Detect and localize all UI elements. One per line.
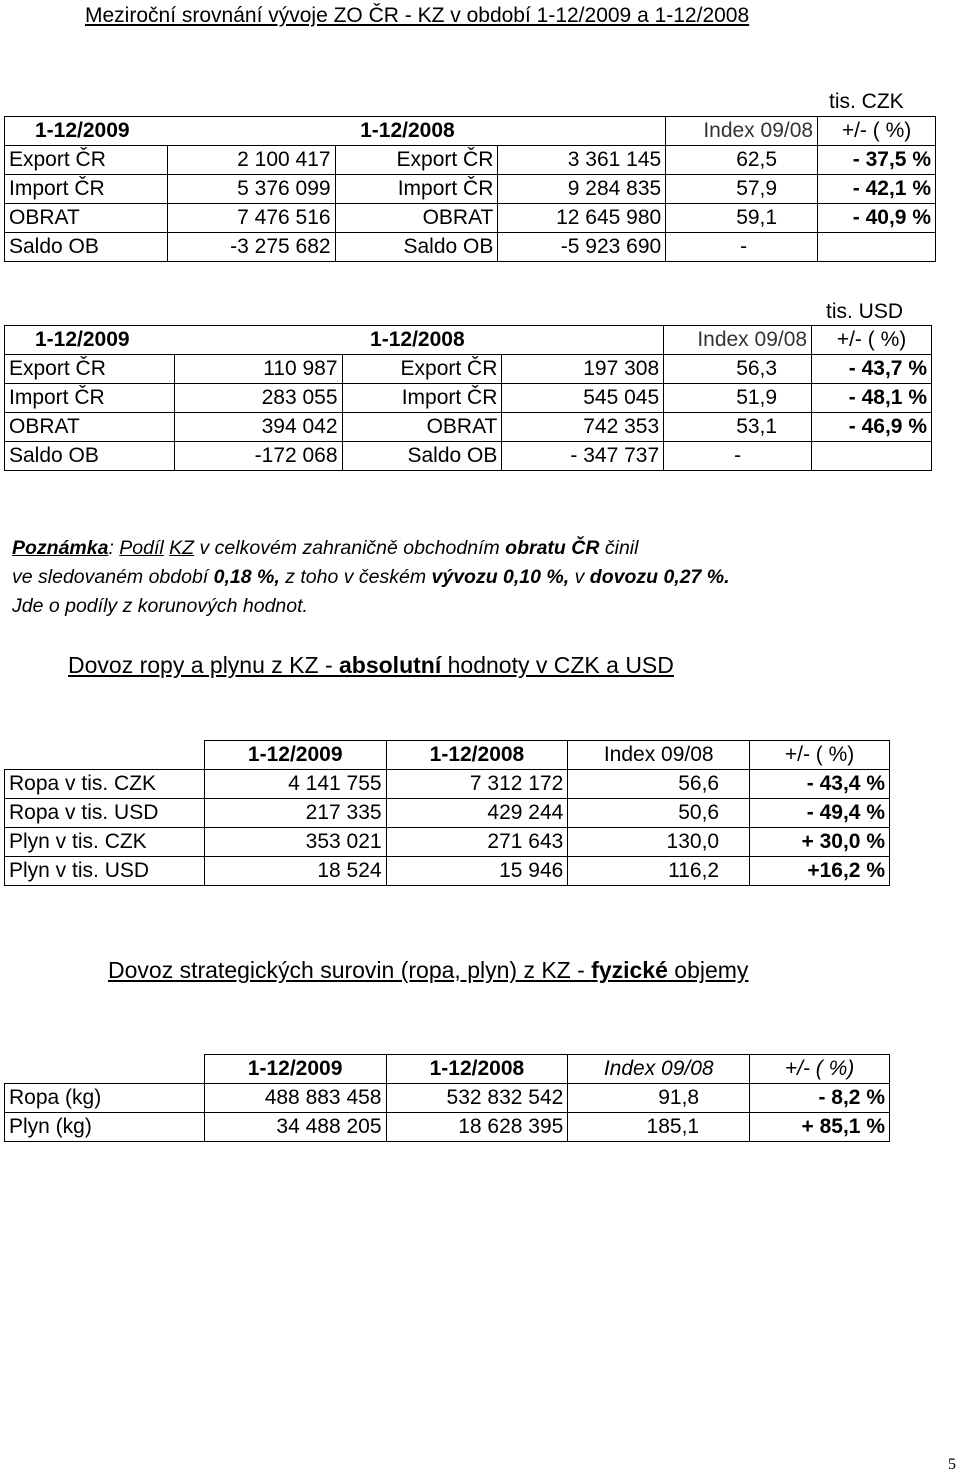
table-row <box>5 233 936 262</box>
change-value: + 30,0 % <box>750 828 890 857</box>
row-label: Import ČR <box>5 384 175 413</box>
value-2008: 532 832 542 <box>386 1084 568 1113</box>
value-2008: 545 045 <box>502 384 664 413</box>
row-label: Ropa v tis. USD <box>5 799 205 828</box>
row-label: Ropa (kg) <box>5 1084 205 1113</box>
header-2009: 1-12/2009 <box>204 1055 386 1084</box>
table-row <box>5 1113 890 1142</box>
row-label: OBRAT <box>342 413 502 442</box>
heading-part: Dovoz ropy a plynu z KZ - <box>68 652 339 678</box>
row-label: OBRAT <box>5 413 175 442</box>
oil-gas-heading <box>68 652 674 679</box>
czk-table <box>4 116 936 262</box>
heading-part: fyzické <box>591 957 668 983</box>
empty-corner <box>5 1055 205 1084</box>
index-value: 91,8 <box>568 1084 750 1113</box>
value-2009: 217 335 <box>204 799 386 828</box>
page-title: Meziroční srovnání vývoje ZO ČR - KZ v období 1-12/2009 a 1-12/2008 <box>85 4 750 27</box>
note-line-1 <box>12 534 952 563</box>
note-text: z toho v českém <box>279 566 432 588</box>
row-label: Saldo OB <box>335 233 498 262</box>
table-header-row <box>5 1055 890 1084</box>
value-2009: 394 042 <box>174 413 342 442</box>
change-value: - 43,7 % <box>812 355 932 384</box>
value-2008: 3 361 145 <box>498 146 666 175</box>
note-text: v celkovém zahraničně obchodním <box>194 537 506 559</box>
header-index: Index 09/08 <box>664 326 812 355</box>
value-2008: 12 645 980 <box>498 204 666 233</box>
row-label: Import ČR <box>335 175 498 204</box>
header-change: +/- ( %) <box>818 117 936 146</box>
change-value: - 43,4 % <box>750 770 890 799</box>
note-text: v <box>569 566 590 588</box>
header-2009: 1-12/2009 <box>5 326 343 355</box>
change-value: +16,2 % <box>750 857 890 886</box>
index-value: 53,1 <box>664 413 812 442</box>
value-2009: -3 275 682 <box>167 233 335 262</box>
row-label: Export ČR <box>335 146 498 175</box>
value-2009: -172 068 <box>174 442 342 471</box>
row-label: Export ČR <box>5 355 175 384</box>
table-row <box>5 175 936 204</box>
index-value: 56,3 <box>664 355 812 384</box>
row-label: Export ČR <box>342 355 502 384</box>
index-value: 50,6 <box>568 799 750 828</box>
value-2008: 7 312 172 <box>386 770 568 799</box>
value-2008: 18 628 395 <box>386 1113 568 1142</box>
row-label: Export ČR <box>5 146 168 175</box>
value-2008: 271 643 <box>386 828 568 857</box>
header-2008: 1-12/2008 <box>386 1055 568 1084</box>
table-row <box>5 770 890 799</box>
note-text: Podíl <box>119 537 164 559</box>
index-value: 130,0 <box>568 828 750 857</box>
value-2008: - 347 737 <box>502 442 664 471</box>
value-2009: 18 524 <box>204 857 386 886</box>
value-2009: 110 987 <box>174 355 342 384</box>
row-label: Import ČR <box>5 175 168 204</box>
header-change: +/- ( %) <box>750 1055 890 1084</box>
header-index: Index 09/08 <box>568 741 750 770</box>
table-header-row <box>5 326 932 355</box>
note-text: 0,18 %, <box>213 566 280 588</box>
header-index: Index 09/08 <box>568 1055 750 1084</box>
value-2008: 429 244 <box>386 799 568 828</box>
strategic-heading <box>108 957 748 984</box>
table-row <box>5 204 936 233</box>
value-2009: 7 476 516 <box>167 204 335 233</box>
usd-table <box>4 325 932 471</box>
table-row <box>5 828 890 857</box>
table-row <box>5 355 932 384</box>
note-label: Poznámka <box>12 537 109 559</box>
value-2008: -5 923 690 <box>498 233 666 262</box>
value-2008: 742 353 <box>502 413 664 442</box>
index-value: - <box>664 442 812 471</box>
table-row <box>5 799 890 828</box>
header-2008: 1-12/2008 <box>386 741 568 770</box>
heading-part: absolutní <box>339 652 442 678</box>
table-row <box>5 442 932 471</box>
row-label: Saldo OB <box>5 233 168 262</box>
value-2009: 34 488 205 <box>204 1113 386 1142</box>
index-value: 56,6 <box>568 770 750 799</box>
oil-gas-table <box>4 740 890 886</box>
change-value: - 49,4 % <box>750 799 890 828</box>
heading-part: objemy <box>667 957 749 983</box>
table-row <box>5 384 932 413</box>
change-value <box>818 233 936 262</box>
value-2008: 197 308 <box>502 355 664 384</box>
header-2009: 1-12/2009 <box>5 117 336 146</box>
row-label: OBRAT <box>5 204 168 233</box>
row-label: Plyn v tis. USD <box>5 857 205 886</box>
index-value: - <box>666 233 818 262</box>
note-text: činil <box>599 537 639 559</box>
change-value <box>812 442 932 471</box>
value-2008: 9 284 835 <box>498 175 666 204</box>
note-text: : <box>108 537 120 559</box>
empty-corner <box>5 741 205 770</box>
header-2008: 1-12/2008 <box>342 326 664 355</box>
change-value: - 46,9 % <box>812 413 932 442</box>
page-number: 5 <box>948 1456 956 1473</box>
usd-unit-label: tis. USD <box>826 300 904 323</box>
index-value: 57,9 <box>666 175 818 204</box>
table-row <box>5 1084 890 1113</box>
change-value: - 42,1 % <box>818 175 936 204</box>
header-change: +/- ( %) <box>750 741 890 770</box>
note-text: ve sledovaném období <box>12 566 214 588</box>
note-text: dovozu 0,27 %. <box>589 566 730 588</box>
heading-part: Dovoz strategických surovin (ropa, plyn) z KZ - <box>108 957 592 983</box>
row-label: Plyn (kg) <box>5 1113 205 1142</box>
table-header-row <box>5 741 890 770</box>
value-2009: 4 141 755 <box>204 770 386 799</box>
note-text: KZ <box>169 537 195 559</box>
note-text: obratu <box>505 537 566 559</box>
value-2009: 283 055 <box>174 384 342 413</box>
row-label: Ropa v tis. CZK <box>5 770 205 799</box>
heading-part: hodnoty v CZK a USD <box>441 652 674 678</box>
value-2009: 488 883 458 <box>204 1084 386 1113</box>
strategic-table <box>4 1054 890 1142</box>
header-change: +/- ( %) <box>812 326 932 355</box>
header-index: Index 09/08 <box>666 117 818 146</box>
index-value: 59,1 <box>666 204 818 233</box>
table-header-row <box>5 117 936 146</box>
header-2009: 1-12/2009 <box>204 741 386 770</box>
table-row <box>5 413 932 442</box>
change-value: + 85,1 % <box>750 1113 890 1142</box>
change-value: - 8,2 % <box>750 1084 890 1113</box>
value-2008: 15 946 <box>386 857 568 886</box>
table-row <box>5 146 936 175</box>
index-value: 51,9 <box>664 384 812 413</box>
table-row <box>5 857 890 886</box>
change-value: - 40,9 % <box>818 204 936 233</box>
row-label: Saldo OB <box>342 442 502 471</box>
value-2009: 2 100 417 <box>167 146 335 175</box>
index-value: 116,2 <box>568 857 750 886</box>
note-line-2 <box>12 563 952 592</box>
header-2008: 1-12/2008 <box>335 117 666 146</box>
note-paragraph <box>12 534 952 621</box>
change-value: - 37,5 % <box>818 146 936 175</box>
index-value: 185,1 <box>568 1113 750 1142</box>
row-label: Import ČR <box>342 384 502 413</box>
note-text: ČR <box>571 537 600 559</box>
note-text: 0,10 %, <box>503 566 570 588</box>
value-2009: 5 376 099 <box>167 175 335 204</box>
note-text: vývozu <box>431 566 498 588</box>
czk-unit-label: tis. CZK <box>829 90 904 113</box>
row-label: OBRAT <box>335 204 498 233</box>
row-label: Plyn v tis. CZK <box>5 828 205 857</box>
note-line-3 <box>12 592 952 621</box>
index-value: 62,5 <box>666 146 818 175</box>
row-label: Saldo OB <box>5 442 175 471</box>
note-text: Jde o podíly z korunových hodnot. <box>12 595 308 617</box>
value-2009: 353 021 <box>204 828 386 857</box>
change-value: - 48,1 % <box>812 384 932 413</box>
